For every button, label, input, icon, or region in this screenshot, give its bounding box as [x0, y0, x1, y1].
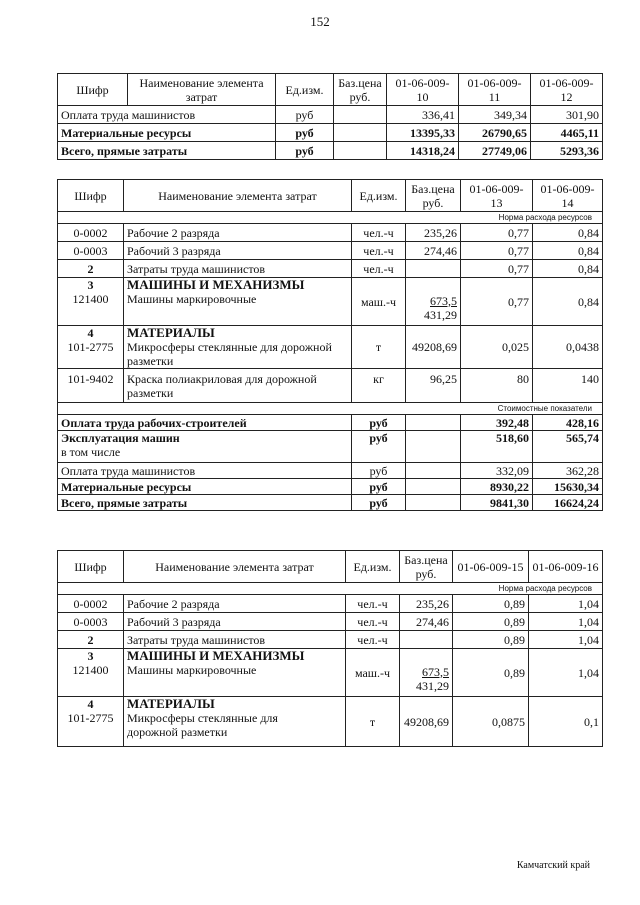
row-code: 121400: [72, 663, 109, 677]
header-code: Шифр: [58, 74, 128, 106]
row-value: 27749,06: [459, 142, 531, 160]
header-unit: Ед.изм.: [276, 74, 334, 106]
table-row: [58, 242, 603, 260]
row-value: 565,74: [533, 431, 603, 463]
row-value: 0,0438: [533, 326, 603, 369]
header-col-2: 01-06-009-14: [533, 180, 603, 212]
section-code: 3: [87, 278, 94, 292]
header-col-2: 01-06-009-16: [529, 551, 603, 583]
section-title: МАШИНЫ И МЕХАНИЗМЫ: [127, 648, 305, 663]
row-name: Материальные ресурсы: [58, 479, 352, 495]
row-value: 1,04: [529, 595, 603, 613]
page-number: 152: [310, 14, 330, 29]
header-name: Наименование элемента затрат: [124, 180, 352, 212]
row-value: 0,84: [533, 242, 603, 260]
table-row: [58, 326, 603, 369]
row-unit: чел.-ч: [352, 242, 406, 260]
row-value: 1,04: [529, 649, 603, 697]
row-name: Рабочие 2 разряда: [124, 595, 346, 613]
row-unit: чел.-ч: [346, 613, 400, 631]
row-unit: руб: [276, 106, 334, 124]
row-value: 0,84: [533, 278, 603, 326]
row-value: 0,89: [453, 613, 529, 631]
row-value: 16624,24: [533, 495, 603, 511]
row-value: 0,77: [461, 278, 533, 326]
table-row: [58, 697, 603, 747]
row-value: 0,77: [461, 242, 533, 260]
row-value: 0,1: [529, 697, 603, 747]
row-price: 673,5: [430, 293, 457, 308]
row-unit: руб: [352, 479, 406, 495]
row-value: 0,89: [453, 595, 529, 613]
row-value: 362,28: [533, 463, 603, 479]
row-value: 80: [461, 369, 533, 403]
row-value: 392,48: [461, 415, 533, 431]
row-unit: кг: [352, 369, 406, 403]
row-name: Оплата труда машинистов: [58, 463, 352, 479]
row-code: 0-0002: [58, 595, 124, 613]
row-value: 0,84: [533, 224, 603, 242]
row-code: 101-2775: [67, 340, 114, 354]
row-code: 101-9402: [58, 369, 124, 403]
row-unit: чел.-ч: [352, 260, 406, 278]
table-row: [58, 124, 603, 142]
row-value: 9841,30: [461, 495, 533, 511]
row-value: 0,0875: [453, 697, 529, 747]
row-price: 235,26: [400, 595, 453, 613]
row-value: 0,89: [453, 631, 529, 649]
row-value: 14318,24: [387, 142, 459, 160]
section-code: 4: [87, 697, 94, 711]
section-title: МАШИНЫ И МЕХАНИЗМЫ: [127, 277, 305, 292]
row-name: Рабочие 2 разряда: [124, 224, 352, 242]
row-value: 0,84: [533, 260, 603, 278]
section-title: МАТЕРИАЛЫ: [127, 696, 215, 711]
row-value: 1,04: [529, 613, 603, 631]
row-unit: чел.-ч: [346, 631, 400, 649]
table-row: [58, 649, 603, 697]
row-unit: маш.-ч: [352, 278, 406, 326]
cost-table-3: [57, 550, 603, 747]
row-code: 2: [58, 631, 124, 649]
row-name: Затраты труда машинистов: [124, 631, 346, 649]
row-value: 13395,33: [387, 124, 459, 142]
row-value: 428,16: [533, 415, 603, 431]
row-value: 26790,65: [459, 124, 531, 142]
row-unit: т: [346, 697, 400, 747]
row-value: 0,77: [461, 224, 533, 242]
row-value: 349,34: [459, 106, 531, 124]
row-name: Микросферы стеклянные для дорожной разметки: [127, 711, 278, 739]
header-col-1: 01-06-009-15: [453, 551, 529, 583]
table-row: [58, 613, 603, 631]
row-unit: маш.-ч: [346, 649, 400, 697]
row-name: Оплата труда машинистов: [58, 106, 276, 124]
row-price-secondary: 431,29: [424, 307, 457, 322]
table-row: [58, 106, 603, 124]
row-value: 5293,36: [531, 142, 603, 160]
row-code: 0-0002: [58, 224, 124, 242]
row-value: 336,41: [387, 106, 459, 124]
row-value: 15630,34: [533, 479, 603, 495]
row-unit: чел.-ч: [352, 224, 406, 242]
cost-label: Стоимостные показатели: [58, 403, 603, 415]
row-price: 274,46: [400, 613, 453, 631]
row-price: 49208,69: [400, 697, 453, 747]
row-unit: руб: [276, 124, 334, 142]
row-unit: руб: [352, 463, 406, 479]
row-name: Рабочий 3 разряда: [124, 613, 346, 631]
row-value: 301,90: [531, 106, 603, 124]
row-unit: т: [352, 326, 406, 369]
row-value: 8930,22: [461, 479, 533, 495]
row-unit: руб: [276, 142, 334, 160]
row-unit: руб: [352, 415, 406, 431]
cost-table-2: [57, 179, 603, 511]
header-base-price: Баз.цена руб.: [400, 551, 453, 583]
header-col-2: 01-06-009-11: [459, 74, 531, 106]
row-code: 101-2775: [67, 711, 114, 725]
table-row: [58, 278, 603, 326]
norm-label: Норма расхода ресурсов: [58, 583, 603, 595]
row-name: Материальные ресурсы: [58, 124, 276, 142]
row-name: Рабочий 3 разряда: [124, 242, 352, 260]
row-name: Всего, прямые затраты: [58, 142, 276, 160]
row-name: Машины маркировочные: [127, 292, 257, 306]
header-code: Шифр: [58, 551, 124, 583]
table-row: [58, 142, 603, 160]
row-value: 518,60: [461, 431, 533, 463]
header-code: Шифр: [58, 180, 124, 212]
row-value: 332,09: [461, 463, 533, 479]
section-title: МАТЕРИАЛЫ: [127, 325, 215, 340]
table-row: [58, 260, 603, 278]
row-price: 49208,69: [406, 326, 461, 369]
row-name: Затраты труда машинистов: [124, 260, 352, 278]
table-row: [58, 224, 603, 242]
row-price: 96,25: [406, 369, 461, 403]
header-col-3: 01-06-009-12: [531, 74, 603, 106]
region-label: Камчатский край: [516, 860, 590, 871]
row-name: Краска полиакриловая для дорожной разметки: [124, 369, 352, 403]
row-name: Эксплуатация машин: [61, 431, 180, 445]
table-row: [58, 415, 603, 431]
row-price: 274,46: [406, 242, 461, 260]
row-unit: руб: [352, 495, 406, 511]
row-price: 235,26: [406, 224, 461, 242]
row-name: Всего, прямые затраты: [58, 495, 352, 511]
table-row: [58, 369, 603, 403]
row-unit: руб: [352, 431, 406, 463]
norm-label: Норма расхода ресурсов: [58, 212, 603, 224]
row-name: Микросферы стеклянные для дорожной разметки: [127, 340, 332, 368]
row-price: [400, 631, 453, 649]
row-value: 4465,11: [531, 124, 603, 142]
row-value: 140: [533, 369, 603, 403]
row-price: 673,5: [422, 664, 449, 679]
table-row: [58, 479, 603, 495]
table-row: [58, 463, 603, 479]
table-row: [58, 631, 603, 649]
header-col-1: 01-06-009-13: [461, 180, 533, 212]
row-price: [406, 260, 461, 278]
table-row: [58, 431, 603, 463]
row-value: 0,89: [453, 649, 529, 697]
row-value: 1,04: [529, 631, 603, 649]
row-code: 2: [58, 260, 124, 278]
header-unit: Ед.изм.: [352, 180, 406, 212]
row-code: 0-0003: [58, 613, 124, 631]
header-base-price: Баз.цена руб.: [334, 74, 387, 106]
header-col-1: 01-06-009-10: [387, 74, 459, 106]
header-name: Наименование элемента затрат: [124, 551, 346, 583]
row-name: Машины маркировочные: [127, 663, 257, 677]
row-code: 121400: [72, 292, 109, 306]
row-name: Оплата труда рабочих-строителей: [58, 415, 352, 431]
row-value: 0,77: [461, 260, 533, 278]
row-subtitle: в том числе: [61, 445, 121, 459]
row-code: 0-0003: [58, 242, 124, 260]
table-row: [58, 595, 603, 613]
header-unit: Ед.изм.: [346, 551, 400, 583]
row-price-secondary: 431,29: [416, 678, 449, 693]
header-base-price: Баз.цена руб.: [406, 180, 461, 212]
section-code: 4: [87, 326, 94, 340]
table-row: [58, 495, 603, 511]
row-unit: чел.-ч: [346, 595, 400, 613]
header-name: Наименование элемента затрат: [128, 74, 276, 106]
section-code: 3: [87, 649, 94, 663]
row-value: 0,025: [461, 326, 533, 369]
cost-table-1: [57, 73, 603, 160]
